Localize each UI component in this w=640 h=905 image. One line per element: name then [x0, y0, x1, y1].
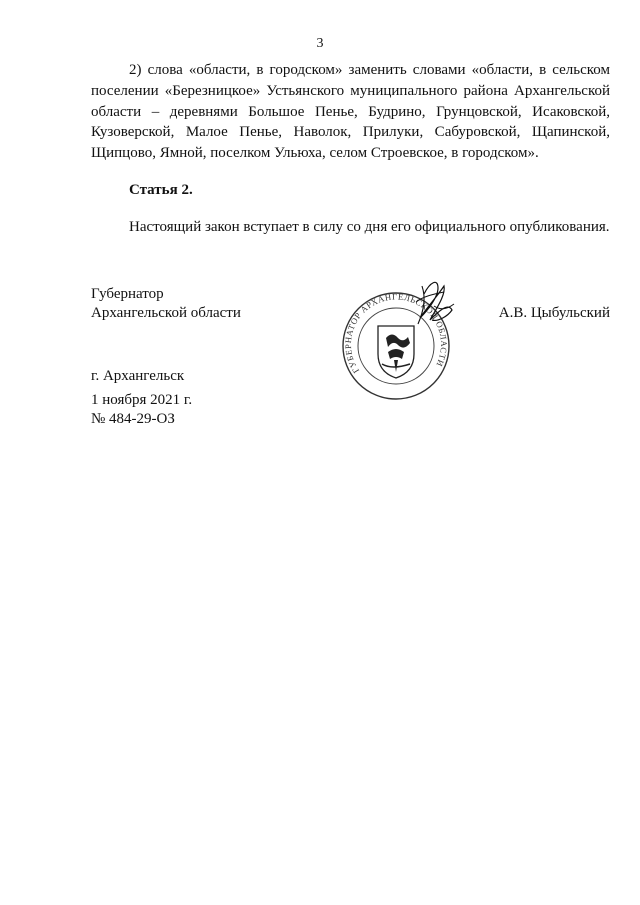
law-number: № 484-29-ОЗ — [91, 411, 175, 427]
amendment-paragraph: 2) слова «области, в городском» заменить словами «области, в сельском поселении «Березницкое» Устьянского муниципального района Архангельской области – деревнями Большое Пенье, Будрино, Грунцовской, Исаковской, Кузоверской, Малое Пенье, Наволок, Прилуки, Сабуровской, Щапинской, Щипцово, Ямной, поселком Ульюха, селом Строевское, в городском». — [91, 62, 610, 162]
official-seal-with-signature — [338, 276, 458, 402]
coat-of-arms-icon — [378, 326, 414, 378]
signatory-name: А.В. Цыбульский — [498, 305, 610, 321]
effective-date-paragraph: Настоящий закон вступает в силу со дня его официального опубликования. — [129, 219, 610, 235]
place-of-signing: г. Архангельск — [91, 368, 185, 384]
official-seal — [343, 291, 449, 399]
page-number: 3 — [316, 36, 324, 51]
article-heading: Статья 2. — [129, 182, 193, 198]
signatory-title-line-2: Архангельской области — [91, 305, 241, 321]
svg-text:ГУБЕРНАТОР АРХАНГЕЛЬСКОЙ ОБЛАС: ГУБЕРНАТОР АРХАНГЕЛЬСКОЙ ОБЛАСТИ — [342, 291, 450, 376]
signatory-title-line-1: Губернатор — [91, 286, 164, 302]
signing-date: 1 ноября 2021 г. — [91, 392, 193, 408]
